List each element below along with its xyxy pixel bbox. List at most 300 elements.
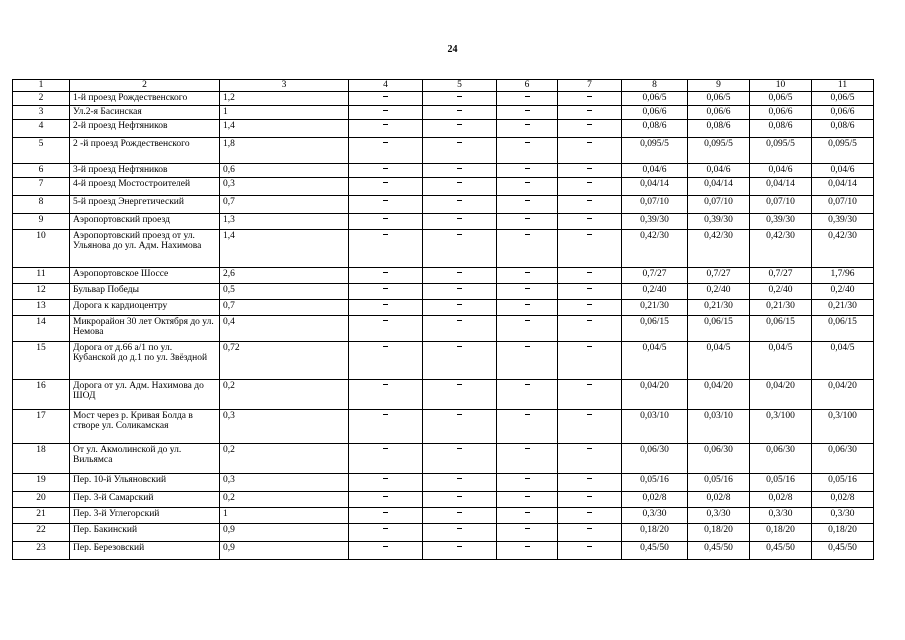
- empty-dash-cell: [558, 177, 622, 195]
- column-number-header: 10: [750, 80, 812, 92]
- dash-mark: [457, 234, 462, 235]
- empty-dash-cell: [349, 105, 423, 119]
- empty-dash-cell: [497, 283, 558, 299]
- dash-mark: [383, 142, 388, 143]
- empty-dash-cell: [423, 379, 497, 409]
- value-cell: 0,06/5: [622, 91, 688, 105]
- value-cell: 0,04/14: [622, 177, 688, 195]
- dash-mark: [525, 200, 530, 201]
- table-row: [13, 283, 874, 299]
- dash-mark: [383, 288, 388, 289]
- table-row: [13, 299, 874, 315]
- value-cell: 0,04/20: [750, 379, 812, 409]
- length-cell: 2,6: [220, 267, 349, 283]
- road-name-cell: Микрорайон 30 лет Октября до ул. Немова: [70, 315, 220, 341]
- length-cell: 0,7: [220, 195, 349, 213]
- column-number-header: 9: [688, 80, 750, 92]
- empty-dash-cell: [497, 315, 558, 341]
- empty-dash-cell: [423, 507, 497, 523]
- table-row: [13, 137, 874, 163]
- dash-mark: [587, 288, 592, 289]
- empty-dash-cell: [558, 267, 622, 283]
- empty-dash-cell: [423, 119, 497, 137]
- dash-mark: [457, 168, 462, 169]
- empty-dash-cell: [423, 315, 497, 341]
- dash-mark: [525, 272, 530, 273]
- row-number-cell: 19: [13, 473, 70, 491]
- value-cell: 0,095/5: [688, 137, 750, 163]
- empty-dash-cell: [423, 541, 497, 559]
- dash-mark: [587, 200, 592, 201]
- dash-mark: [525, 288, 530, 289]
- dash-mark: [457, 546, 462, 547]
- empty-dash-cell: [423, 341, 497, 379]
- empty-dash-cell: [497, 177, 558, 195]
- dash-mark: [383, 496, 388, 497]
- table-row: [13, 119, 874, 137]
- empty-dash-cell: [497, 137, 558, 163]
- value-cell: 0,06/15: [812, 315, 874, 341]
- empty-dash-cell: [423, 229, 497, 267]
- road-name-cell: 5-й проезд Энергетический: [70, 195, 220, 213]
- value-cell: 0,04/20: [622, 379, 688, 409]
- empty-dash-cell: [558, 163, 622, 177]
- value-cell: 0,04/5: [812, 341, 874, 379]
- empty-dash-cell: [423, 443, 497, 473]
- table-row: [13, 409, 874, 443]
- dash-mark: [525, 478, 530, 479]
- value-cell: 0,18/20: [688, 523, 750, 541]
- value-cell: 0,05/16: [750, 473, 812, 491]
- empty-dash-cell: [349, 267, 423, 283]
- empty-dash-cell: [423, 177, 497, 195]
- column-number-header: 1: [13, 80, 70, 92]
- value-cell: 0,3/30: [688, 507, 750, 523]
- value-cell: 0,06/6: [688, 105, 750, 119]
- value-cell: 0,04/14: [688, 177, 750, 195]
- empty-dash-cell: [497, 195, 558, 213]
- value-cell: 0,06/30: [622, 443, 688, 473]
- value-cell: 0,06/15: [688, 315, 750, 341]
- road-name-cell: Пер. Березовский: [70, 541, 220, 559]
- value-cell: 0,08/6: [688, 119, 750, 137]
- value-cell: 0,07/10: [622, 195, 688, 213]
- dash-mark: [587, 124, 592, 125]
- dash-mark: [457, 320, 462, 321]
- empty-dash-cell: [423, 523, 497, 541]
- value-cell: 0,06/15: [622, 315, 688, 341]
- value-cell: 0,39/30: [688, 213, 750, 229]
- row-number-cell: 6: [13, 163, 70, 177]
- row-number-cell: 14: [13, 315, 70, 341]
- length-cell: 0,3: [220, 177, 349, 195]
- dash-mark: [525, 546, 530, 547]
- value-cell: 0,02/8: [750, 491, 812, 507]
- value-cell: 0,04/20: [688, 379, 750, 409]
- road-name-cell: От ул. Акмолинской до ул. Вильямса: [70, 443, 220, 473]
- value-cell: 0,02/8: [688, 491, 750, 507]
- dash-mark: [587, 168, 592, 169]
- empty-dash-cell: [497, 229, 558, 267]
- dash-mark: [525, 110, 530, 111]
- row-number-cell: 7: [13, 177, 70, 195]
- dash-mark: [525, 304, 530, 305]
- dash-mark: [525, 96, 530, 97]
- value-cell: 0,04/6: [812, 163, 874, 177]
- value-cell: 0,3/100: [750, 409, 812, 443]
- empty-dash-cell: [349, 299, 423, 315]
- empty-dash-cell: [349, 177, 423, 195]
- value-cell: 0,05/16: [812, 473, 874, 491]
- empty-dash-cell: [349, 119, 423, 137]
- row-number-cell: 10: [13, 229, 70, 267]
- value-cell: 0,04/5: [688, 341, 750, 379]
- length-cell: 0,3: [220, 409, 349, 443]
- dash-mark: [587, 304, 592, 305]
- empty-dash-cell: [497, 213, 558, 229]
- empty-dash-cell: [558, 91, 622, 105]
- column-number-header: 7: [558, 80, 622, 92]
- dash-mark: [587, 496, 592, 497]
- empty-dash-cell: [497, 473, 558, 491]
- empty-dash-cell: [497, 507, 558, 523]
- value-cell: 0,08/6: [622, 119, 688, 137]
- road-name-cell: Аэропортовский проезд от ул. Ульянова до ул. Адм. Нахимова: [70, 229, 220, 267]
- dash-mark: [383, 124, 388, 125]
- empty-dash-cell: [423, 137, 497, 163]
- road-name-cell: 2-й проезд Нефтяников: [70, 119, 220, 137]
- dash-mark: [383, 346, 388, 347]
- dash-mark: [587, 528, 592, 529]
- dash-mark: [587, 218, 592, 219]
- dash-mark: [383, 320, 388, 321]
- dash-mark: [457, 512, 462, 513]
- table-row: [13, 213, 874, 229]
- value-cell: 1,7/96: [812, 267, 874, 283]
- value-cell: 0,06/30: [750, 443, 812, 473]
- table-row: [13, 443, 874, 473]
- dash-mark: [383, 200, 388, 201]
- value-cell: 0,02/8: [812, 491, 874, 507]
- dash-mark: [383, 110, 388, 111]
- dash-mark: [525, 124, 530, 125]
- dash-mark: [587, 512, 592, 513]
- empty-dash-cell: [349, 409, 423, 443]
- empty-dash-cell: [558, 105, 622, 119]
- column-number-header: 6: [497, 80, 558, 92]
- value-cell: 0,05/16: [688, 473, 750, 491]
- empty-dash-cell: [558, 283, 622, 299]
- value-cell: 0,45/50: [750, 541, 812, 559]
- value-cell: 0,06/5: [688, 91, 750, 105]
- table-row: [13, 163, 874, 177]
- row-number-cell: 12: [13, 283, 70, 299]
- value-cell: 0,45/50: [812, 541, 874, 559]
- value-cell: 0,45/50: [622, 541, 688, 559]
- dash-mark: [457, 272, 462, 273]
- dash-mark: [457, 414, 462, 415]
- value-cell: 0,2/40: [688, 283, 750, 299]
- empty-dash-cell: [497, 105, 558, 119]
- table-row: [13, 541, 874, 559]
- road-name-cell: Аэропортовское Шоссе: [70, 267, 220, 283]
- empty-dash-cell: [349, 523, 423, 541]
- empty-dash-cell: [558, 137, 622, 163]
- empty-dash-cell: [558, 341, 622, 379]
- length-cell: 0,7: [220, 299, 349, 315]
- value-cell: 0,7/27: [750, 267, 812, 283]
- dash-mark: [457, 124, 462, 125]
- length-cell: 1,2: [220, 91, 349, 105]
- empty-dash-cell: [349, 379, 423, 409]
- length-cell: 0,4: [220, 315, 349, 341]
- value-cell: 0,06/15: [750, 315, 812, 341]
- value-cell: 0,08/6: [750, 119, 812, 137]
- value-cell: 0,04/14: [812, 177, 874, 195]
- dash-mark: [587, 182, 592, 183]
- length-cell: 0,3: [220, 473, 349, 491]
- length-cell: 1,3: [220, 213, 349, 229]
- column-number-header: 4: [349, 80, 423, 92]
- table-row: [13, 491, 874, 507]
- empty-dash-cell: [558, 229, 622, 267]
- length-cell: 0,5: [220, 283, 349, 299]
- road-name-cell: Дорога к кардиоцентру: [70, 299, 220, 315]
- dash-mark: [383, 448, 388, 449]
- road-name-cell: Бульвар Победы: [70, 283, 220, 299]
- value-cell: 0,06/30: [812, 443, 874, 473]
- table-row: [13, 473, 874, 491]
- empty-dash-cell: [558, 315, 622, 341]
- row-number-cell: 22: [13, 523, 70, 541]
- dash-mark: [457, 182, 462, 183]
- length-cell: 0,2: [220, 379, 349, 409]
- row-number-cell: 4: [13, 119, 70, 137]
- empty-dash-cell: [497, 379, 558, 409]
- page-number: 24: [447, 44, 458, 55]
- empty-dash-cell: [349, 341, 423, 379]
- value-cell: 0,2/40: [750, 283, 812, 299]
- length-cell: 0,9: [220, 541, 349, 559]
- empty-dash-cell: [349, 213, 423, 229]
- empty-dash-cell: [558, 473, 622, 491]
- value-cell: 0,04/14: [750, 177, 812, 195]
- length-cell: 1,4: [220, 119, 349, 137]
- table-row: [13, 379, 874, 409]
- empty-dash-cell: [558, 299, 622, 315]
- value-cell: 0,03/10: [622, 409, 688, 443]
- value-cell: 0,2/40: [622, 283, 688, 299]
- value-cell: 0,21/30: [812, 299, 874, 315]
- value-cell: 0,04/6: [688, 163, 750, 177]
- road-name-cell: Аэропортовский проезд: [70, 213, 220, 229]
- dash-mark: [457, 496, 462, 497]
- row-number-cell: 5: [13, 137, 70, 163]
- row-number-cell: 18: [13, 443, 70, 473]
- dash-mark: [525, 528, 530, 529]
- empty-dash-cell: [558, 213, 622, 229]
- row-number-cell: 2: [13, 91, 70, 105]
- value-cell: 0,39/30: [750, 213, 812, 229]
- dash-mark: [383, 234, 388, 235]
- row-number-cell: 23: [13, 541, 70, 559]
- empty-dash-cell: [349, 283, 423, 299]
- empty-dash-cell: [497, 341, 558, 379]
- road-name-cell: Дорога от д.66 а/1 по ул. Кубанской до д.1 по ул. Звёздной: [70, 341, 220, 379]
- dash-mark: [587, 320, 592, 321]
- empty-dash-cell: [423, 163, 497, 177]
- dash-mark: [587, 96, 592, 97]
- value-cell: 0,08/6: [812, 119, 874, 137]
- length-cell: 0,6: [220, 163, 349, 177]
- empty-dash-cell: [349, 507, 423, 523]
- dash-mark: [383, 218, 388, 219]
- roads-table: [12, 79, 874, 560]
- length-cell: 1: [220, 507, 349, 523]
- dash-mark: [525, 414, 530, 415]
- dash-mark: [525, 168, 530, 169]
- road-name-cell: 2 -й проезд Рождественского: [70, 137, 220, 163]
- value-cell: 0,2/40: [812, 283, 874, 299]
- value-cell: 0,21/30: [688, 299, 750, 315]
- value-cell: 0,21/30: [622, 299, 688, 315]
- row-number-cell: 3: [13, 105, 70, 119]
- dash-mark: [525, 218, 530, 219]
- table-row: [13, 315, 874, 341]
- value-cell: 0,07/10: [750, 195, 812, 213]
- dash-mark: [525, 496, 530, 497]
- road-name-cell: Ул.2-я Басинская: [70, 105, 220, 119]
- value-cell: 0,7/27: [622, 267, 688, 283]
- empty-dash-cell: [349, 137, 423, 163]
- empty-dash-cell: [423, 91, 497, 105]
- value-cell: 0,06/6: [750, 105, 812, 119]
- length-cell: 1,4: [220, 229, 349, 267]
- empty-dash-cell: [349, 195, 423, 213]
- dash-mark: [587, 414, 592, 415]
- dash-mark: [525, 384, 530, 385]
- value-cell: 0,39/30: [812, 213, 874, 229]
- empty-dash-cell: [423, 105, 497, 119]
- row-number-cell: 20: [13, 491, 70, 507]
- empty-dash-cell: [423, 195, 497, 213]
- value-cell: 0,095/5: [750, 137, 812, 163]
- table-row: [13, 523, 874, 541]
- dash-mark: [525, 182, 530, 183]
- empty-dash-cell: [423, 283, 497, 299]
- dash-mark: [457, 96, 462, 97]
- road-name-cell: Дорога от ул. Адм. Нахимова до ШОД: [70, 379, 220, 409]
- length-cell: 0,9: [220, 523, 349, 541]
- dash-mark: [457, 200, 462, 201]
- value-cell: 0,18/20: [622, 523, 688, 541]
- empty-dash-cell: [497, 409, 558, 443]
- dash-mark: [457, 528, 462, 529]
- dash-mark: [383, 272, 388, 273]
- dash-mark: [457, 384, 462, 385]
- value-cell: 0,095/5: [622, 137, 688, 163]
- row-number-cell: 8: [13, 195, 70, 213]
- value-cell: 0,04/5: [750, 341, 812, 379]
- dash-mark: [383, 182, 388, 183]
- dash-mark: [383, 168, 388, 169]
- value-cell: 0,42/30: [750, 229, 812, 267]
- dash-mark: [587, 272, 592, 273]
- value-cell: 0,39/30: [622, 213, 688, 229]
- dash-mark: [587, 142, 592, 143]
- length-cell: 0,72: [220, 341, 349, 379]
- dash-mark: [587, 234, 592, 235]
- dash-mark: [383, 304, 388, 305]
- length-cell: 0,2: [220, 491, 349, 507]
- empty-dash-cell: [423, 213, 497, 229]
- empty-dash-cell: [349, 541, 423, 559]
- road-name-cell: Мост через р. Кривая Болда в створе ул. Соликамская: [70, 409, 220, 443]
- table-row: [13, 177, 874, 195]
- empty-dash-cell: [497, 491, 558, 507]
- empty-dash-cell: [423, 299, 497, 315]
- length-cell: 1: [220, 105, 349, 119]
- empty-dash-cell: [558, 443, 622, 473]
- dash-mark: [383, 384, 388, 385]
- value-cell: 0,06/5: [750, 91, 812, 105]
- dash-mark: [457, 304, 462, 305]
- dash-mark: [457, 288, 462, 289]
- row-number-cell: 17: [13, 409, 70, 443]
- row-number-cell: 13: [13, 299, 70, 315]
- value-cell: 0,42/30: [812, 229, 874, 267]
- empty-dash-cell: [497, 523, 558, 541]
- empty-dash-cell: [558, 119, 622, 137]
- value-cell: 0,45/50: [688, 541, 750, 559]
- empty-dash-cell: [558, 541, 622, 559]
- row-number-cell: 16: [13, 379, 70, 409]
- empty-dash-cell: [497, 267, 558, 283]
- dash-mark: [587, 110, 592, 111]
- value-cell: 0,3/30: [622, 507, 688, 523]
- value-cell: 0,06/6: [622, 105, 688, 119]
- dash-mark: [525, 320, 530, 321]
- value-cell: 0,18/20: [812, 523, 874, 541]
- empty-dash-cell: [497, 443, 558, 473]
- empty-dash-cell: [497, 119, 558, 137]
- value-cell: 0,07/10: [812, 195, 874, 213]
- value-cell: 0,3/30: [750, 507, 812, 523]
- dash-mark: [525, 512, 530, 513]
- table-row: [13, 267, 874, 283]
- empty-dash-cell: [497, 163, 558, 177]
- value-cell: 0,42/30: [622, 229, 688, 267]
- empty-dash-cell: [349, 91, 423, 105]
- column-number-header: 3: [220, 80, 349, 92]
- empty-dash-cell: [423, 267, 497, 283]
- dash-mark: [383, 96, 388, 97]
- table-row: [13, 341, 874, 379]
- empty-dash-cell: [558, 491, 622, 507]
- dash-mark: [587, 478, 592, 479]
- table-row: [13, 229, 874, 267]
- value-cell: 0,03/10: [688, 409, 750, 443]
- road-name-cell: 4-й проезд Мостостроителей: [70, 177, 220, 195]
- empty-dash-cell: [349, 315, 423, 341]
- value-cell: 0,3/100: [812, 409, 874, 443]
- empty-dash-cell: [349, 229, 423, 267]
- table-header-row: [13, 80, 874, 92]
- column-number-header: 8: [622, 80, 688, 92]
- length-cell: 1,8: [220, 137, 349, 163]
- table-row: [13, 91, 874, 105]
- dash-mark: [587, 384, 592, 385]
